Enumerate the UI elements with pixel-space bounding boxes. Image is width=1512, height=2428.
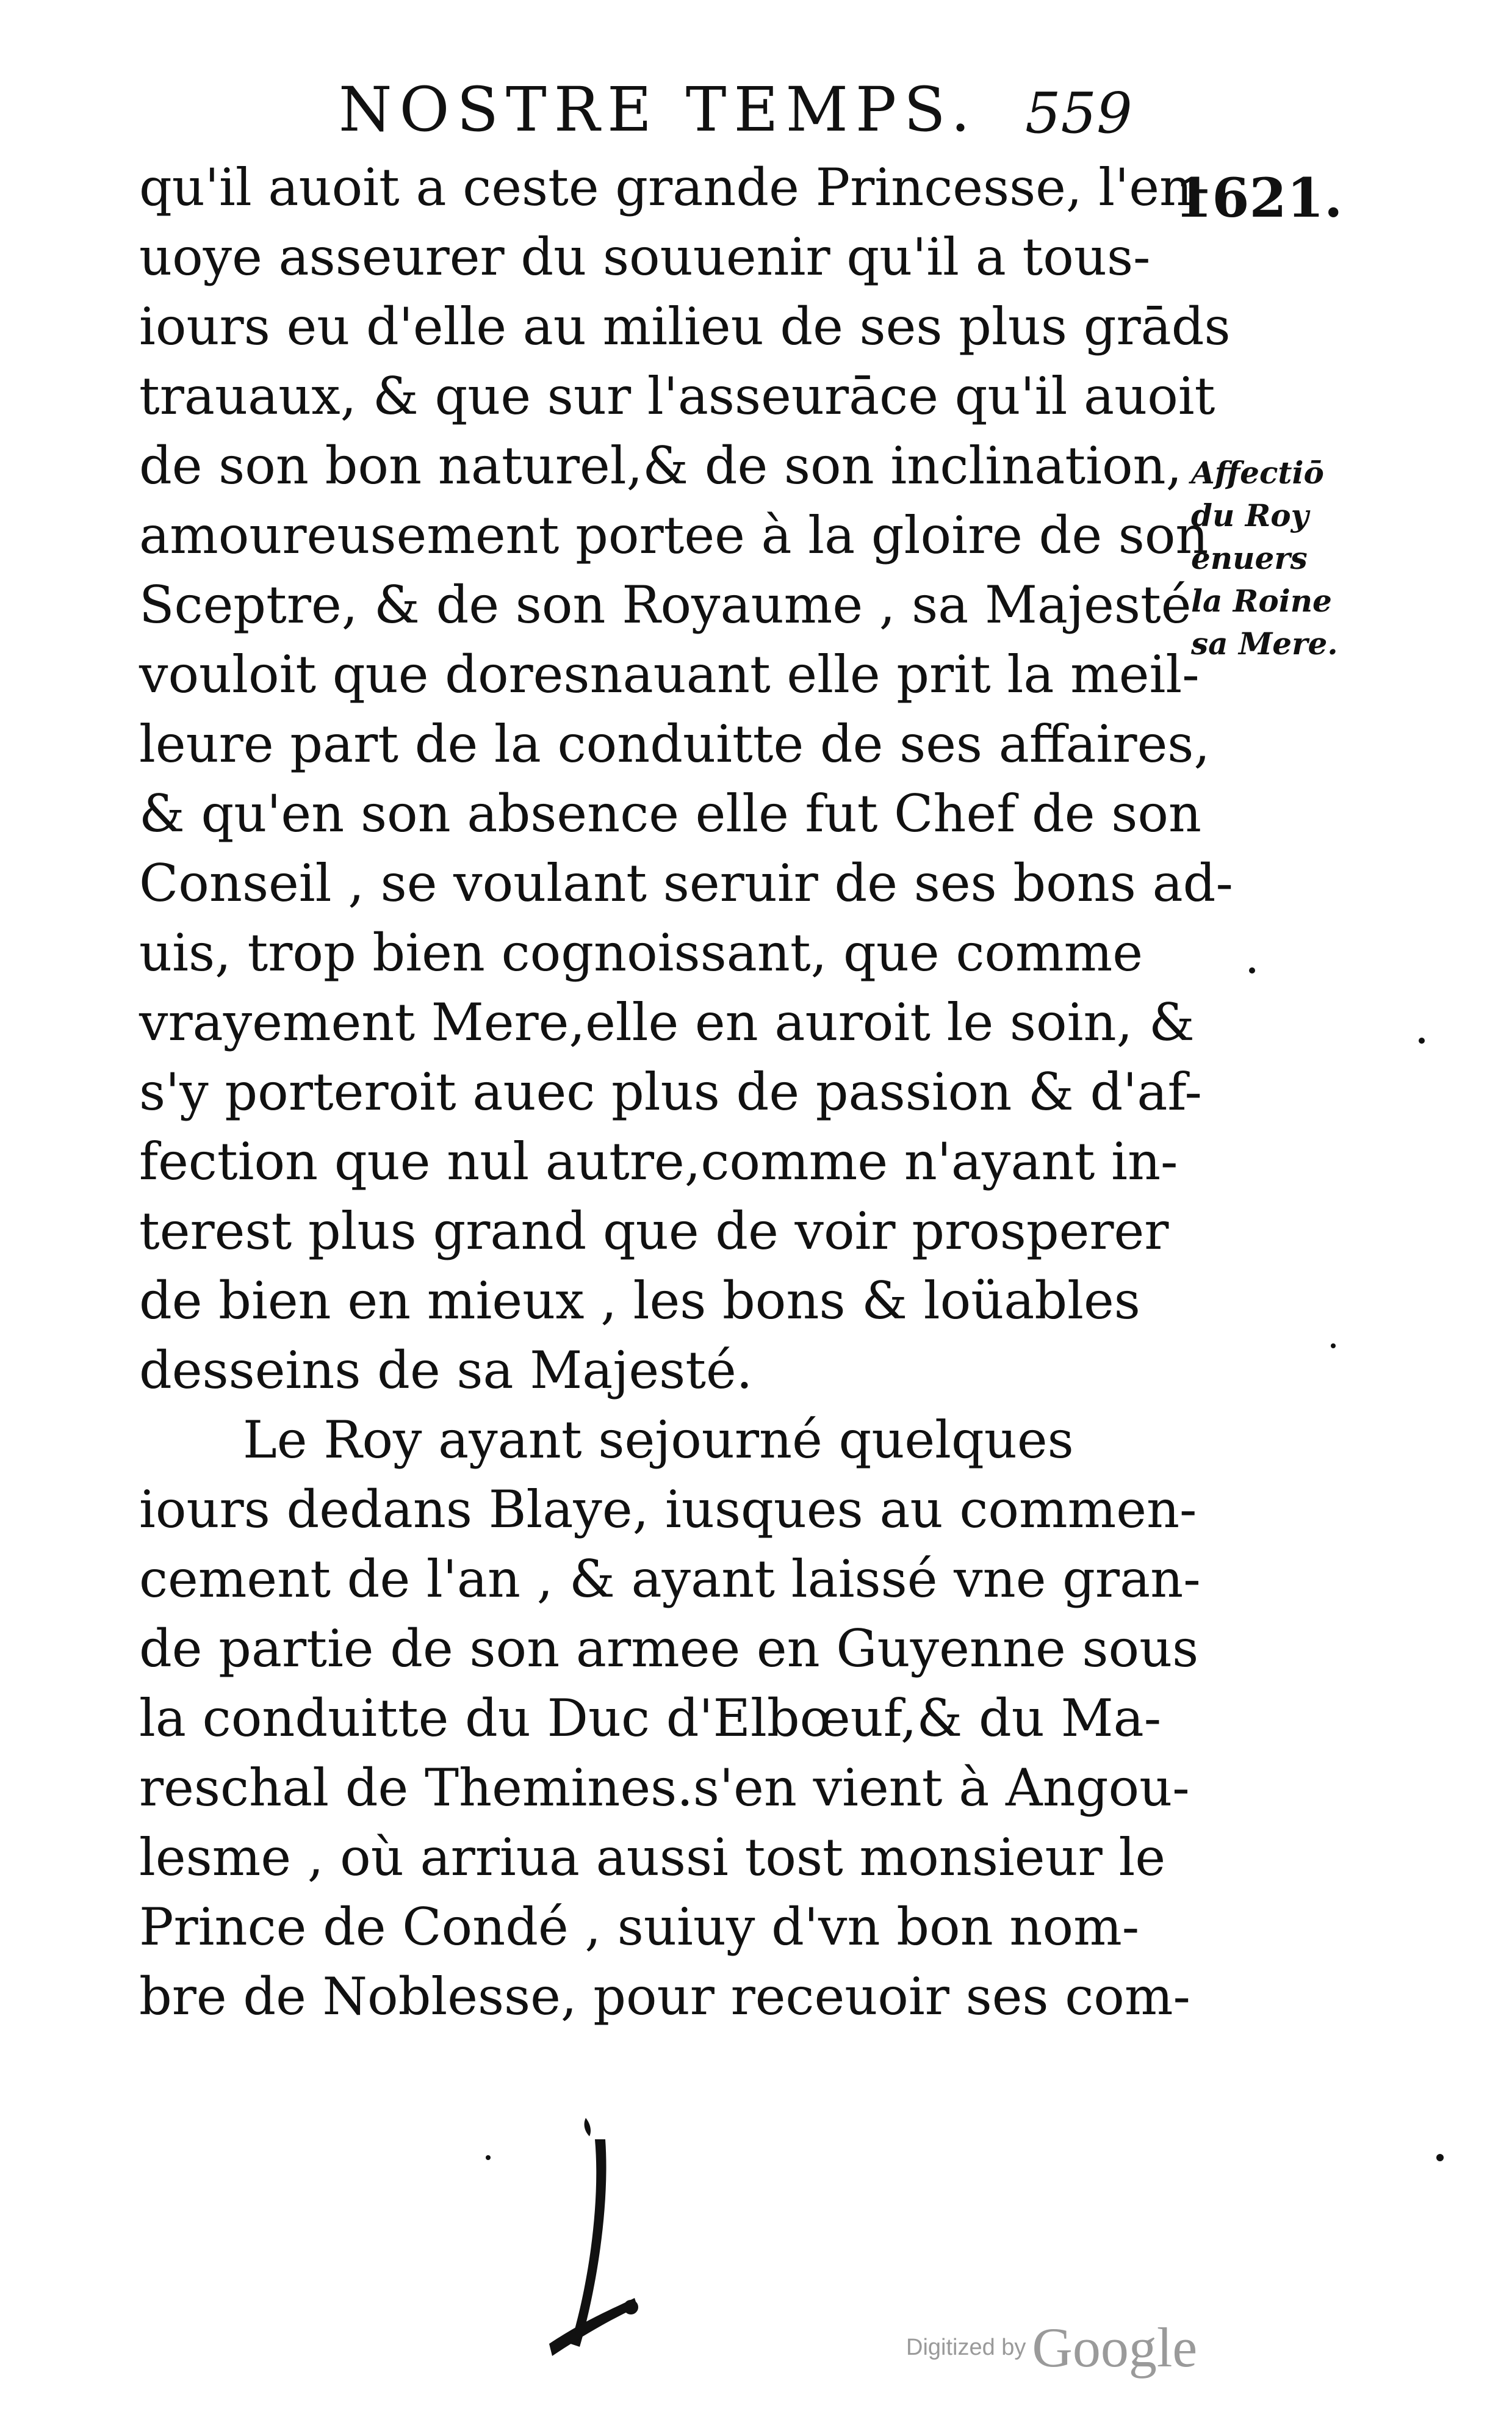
ink-dot: [1331, 1343, 1336, 1348]
text-line: iours eu d'elle au milieu de ses plus grāds: [139, 297, 1231, 356]
text-line: & qu'en son absence elle fut Chef de son: [139, 784, 1201, 844]
ink-dot: [1249, 967, 1255, 974]
text-line: la conduitte du Duc d'Elbœuf,& du Ma-: [139, 1688, 1162, 1748]
text-line: vrayement Mere,elle en auroit le soin, &: [139, 992, 1195, 1052]
text-line: desseins de sa Majesté.: [139, 1340, 753, 1400]
ink-dot: [486, 2155, 491, 2160]
text-line: reschal de Themines.s'en vient à Angou-: [139, 1758, 1190, 1818]
text-line: qu'il auoit a ceste grande Princesse, l'en-: [139, 157, 1210, 217]
ink-stroke: [585, 2118, 591, 2136]
text-line: Prince de Condé , suiuy d'vn bon nom-: [139, 1897, 1140, 1957]
margin-year: 1621.: [1175, 166, 1343, 229]
ink-dot: [1419, 1038, 1425, 1044]
margin-note-line: Affectiō: [1191, 455, 1324, 491]
text-line: amoureusement portee à la gloire de son: [139, 505, 1209, 565]
ink-dot: [1436, 2154, 1444, 2161]
text-line: fection que nul autre,comme n'ayant in-: [139, 1132, 1178, 1191]
text-line: leure part de la conduitte de ses affaires,: [139, 714, 1211, 774]
text-line: s'y porteroit auec plus de passion & d'af-: [139, 1062, 1202, 1122]
text-line: lesme , où arriua aussi tost monsieur le: [139, 1827, 1166, 1887]
text-line: uis, trop bien cognoissant, que comme: [139, 923, 1143, 983]
text-line: cement de l'an , & ayant laissé vne gran-: [139, 1549, 1201, 1609]
watermark-prefix: Digitized by: [906, 2335, 1026, 2360]
text-line: trauaux, & que sur l'asseurāce qu'il auoit: [139, 366, 1215, 426]
text-line: Sceptre, & de son Royaume , sa Majesté: [139, 575, 1192, 635]
page-number: 559: [1025, 81, 1132, 146]
google-logo-text: Google: [1032, 2316, 1198, 2379]
margin-note-line: la Roine: [1191, 583, 1332, 619]
text-line: de son bon naturel,& de son inclination,: [139, 436, 1183, 496]
text-line: iours dedans Blaye, iusques au commen-: [139, 1480, 1197, 1539]
text-line: bre de Noblesse, pour receuoir ses com-: [139, 1967, 1190, 2026]
text-line: de bien en mieux , les bons & loüables: [139, 1271, 1140, 1331]
text-line-paragraph-start: Le Roy ayant sejourné quelques: [243, 1410, 1074, 1470]
text-line: de partie de son armee en Guyenne sous: [139, 1619, 1199, 1678]
ink-dot: [624, 2300, 638, 2314]
text-line: terest plus grand que de voir prosperer: [139, 1201, 1169, 1261]
text-line: Conseil , se voulant seruir de ses bons ad-: [139, 853, 1233, 913]
text-line: uoye asseurer du souuenir qu'il a tous-: [139, 227, 1151, 287]
margin-note-line: du Roy: [1191, 497, 1309, 533]
margin-note-line: enuers: [1191, 540, 1308, 576]
text-line: vouloit que doresnauant elle prit la meil-: [139, 645, 1200, 704]
margin-note-line: sa Mere.: [1191, 626, 1338, 662]
digitized-by-google-watermark: [906, 2316, 1198, 2379]
running-head: NOSTRE TEMPS.: [339, 74, 977, 145]
